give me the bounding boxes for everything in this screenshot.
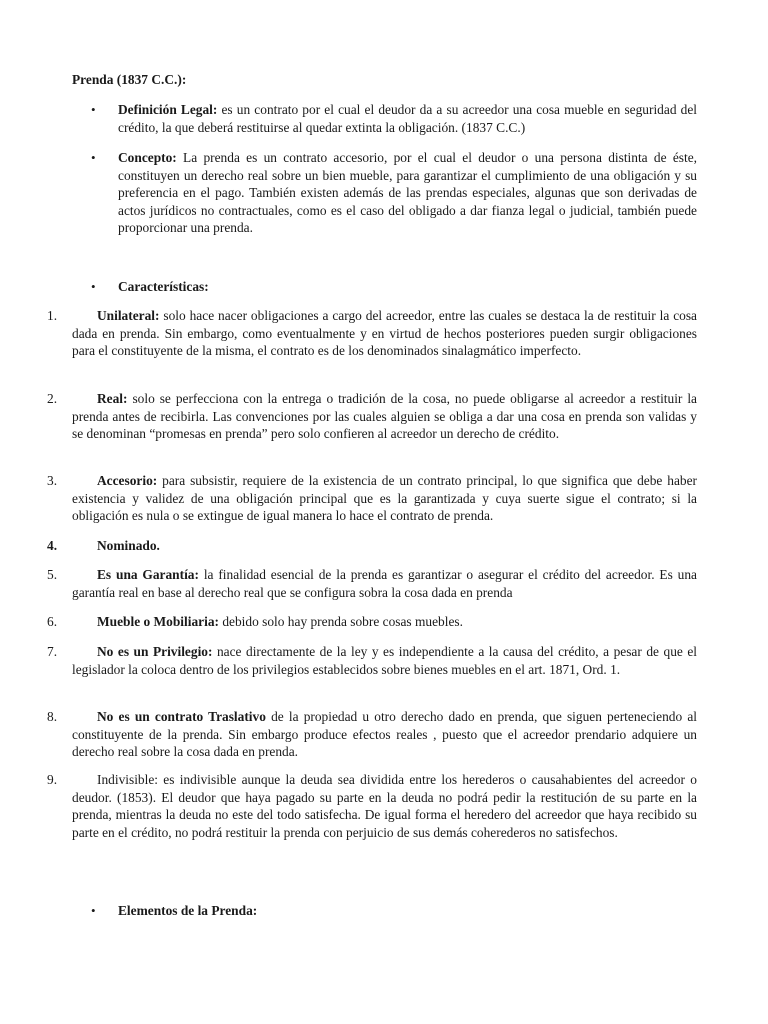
item-label: No es un contrato Traslativo bbox=[97, 709, 266, 724]
section-heading: Elementos de la Prenda: bbox=[118, 903, 258, 918]
bullet-label: Definición Legal: bbox=[118, 102, 218, 117]
item-label: Nominado. bbox=[97, 538, 160, 553]
section-elementos bbox=[91, 902, 697, 920]
bullet-glyph: • bbox=[91, 279, 96, 294]
item-number: 3. bbox=[47, 473, 58, 488]
item-text: solo hace nacer obligaciones a cargo del acreedor, entre las cuales se destaca la de restituir la cosa dada en prenda. Sin embargo, como eventualmente y en virtud de hechos posteriores pueden surgir obligaciones para el constituyente de la misma, el contrato es de los denominados sinalagmático imperfecto. bbox=[72, 308, 697, 359]
item-label: Accesorio: bbox=[97, 473, 158, 488]
bullet-glyph: • bbox=[91, 903, 96, 918]
item-text: para subsistir, requiere de la existencia de un contrato principal, lo que significa que debe haber existencia y validez de una obligación principal que es la garantizada y cuya suerte sigue el contrato; si la obligación es nula o se extingue de igual manera lo hace el contrato de prenda. bbox=[72, 473, 697, 524]
item-number: 7. bbox=[47, 644, 58, 659]
item-label: No es un Privilegio: bbox=[97, 644, 213, 659]
list-item bbox=[47, 708, 697, 761]
item-label: Real: bbox=[97, 391, 128, 406]
list-item bbox=[47, 771, 697, 841]
section-heading: Características: bbox=[118, 279, 209, 294]
bullet-text: La prenda es un contrato accesorio, por el cual el deudor o una persona distinta de éste, constituyen un derecho real sobre un bien mueble, para garantizar el cumplimiento de una obligación y su preferencia en el pago. También existen además de las prendas especiales, algunas que son derivadas de actos jurídicos no contractuales, como es el caso del obligado a dar fianza legal o judicial, también puede proporcionar una prenda. bbox=[118, 150, 697, 236]
item-number: 8. bbox=[47, 709, 58, 724]
item-number: 9. bbox=[47, 772, 58, 787]
bullet-concepto bbox=[91, 149, 697, 237]
list-item bbox=[47, 390, 697, 443]
list-item bbox=[47, 537, 697, 555]
item-label: Mueble o Mobiliaria: bbox=[97, 614, 219, 629]
bullet-text: es un contrato por el cual el deudor da a su acreedor una cosa mueble en seguridad del crédito, la que deberá restituirse al quedar extinta la obligación. (1837 C.C.) bbox=[118, 102, 698, 135]
list-item bbox=[47, 307, 697, 360]
item-text: de la propiedad u otro derecho dado en prenda, que siguen perteneciendo al constituyente de la prenda. Sin embargo produce efectos reales , puesto que el acreedor prendario adquiere un derecho real sobre la cosa dada en prenda. bbox=[72, 709, 697, 760]
item-text: solo se perfecciona con la entrega o tradición de la cosa, no puede obligarse al acreedor a restituir la prenda antes de recibirla. Las convenciones por las cuales alguien se obliga a dar una cosa en prenda son validas y se denominan “promesas en prenda” pero solo confieren al acreedor un derecho de crédito. bbox=[72, 391, 697, 442]
item-text: la finalidad esencial de la prenda es garantizar o asegurar el crédito del acreedor. Es una garantía real en base al derecho real que se configura sobra la cosa dada en prenda bbox=[72, 567, 697, 600]
item-number: 4. bbox=[47, 538, 58, 553]
list-item bbox=[47, 566, 697, 601]
item-number: 5. bbox=[47, 567, 58, 582]
section-caracteristicas bbox=[91, 278, 697, 296]
item-number: 2. bbox=[47, 391, 58, 406]
item-number: 1. bbox=[47, 308, 58, 323]
document-title: Prenda (1837 C.C.): bbox=[72, 72, 187, 87]
item-text: nace directamente de la ley y es independiente a la causa del crédito, a pesar de que el legislador la coloca dentro de los privilegios establecidos sobre bienes muebles en el art. 1871, Ord. 1. bbox=[72, 644, 698, 677]
item-text: Indivisible: es indivisible aunque la deuda sea dividida entre los herederos o causahabientes del acreedor o deudor. (1853). El deudor que haya pagado su parte en la deuda no podrá pedir la restitución de su parte en la prenda, mientras la deuda no este del todo satisfecha. De igual forma el heredero del acreedor que haya recibido su parte en el crédito, no podrá restituir la prenda con perjuicio de sus demás coherederos no satisfechos. bbox=[72, 772, 697, 840]
item-label: Unilateral: bbox=[97, 308, 160, 323]
list-item bbox=[47, 472, 697, 525]
item-text: debido solo hay prenda sobre cosas muebles. bbox=[219, 614, 463, 629]
bullet-definicion-legal bbox=[91, 101, 698, 136]
list-item bbox=[47, 643, 698, 678]
bullet-label: Concepto: bbox=[118, 150, 177, 165]
list-item bbox=[47, 613, 697, 631]
item-label: Es una Garantía: bbox=[97, 567, 199, 582]
item-number: 6. bbox=[47, 614, 58, 629]
bullet-glyph: • bbox=[91, 102, 96, 117]
bullet-glyph: • bbox=[91, 150, 96, 165]
